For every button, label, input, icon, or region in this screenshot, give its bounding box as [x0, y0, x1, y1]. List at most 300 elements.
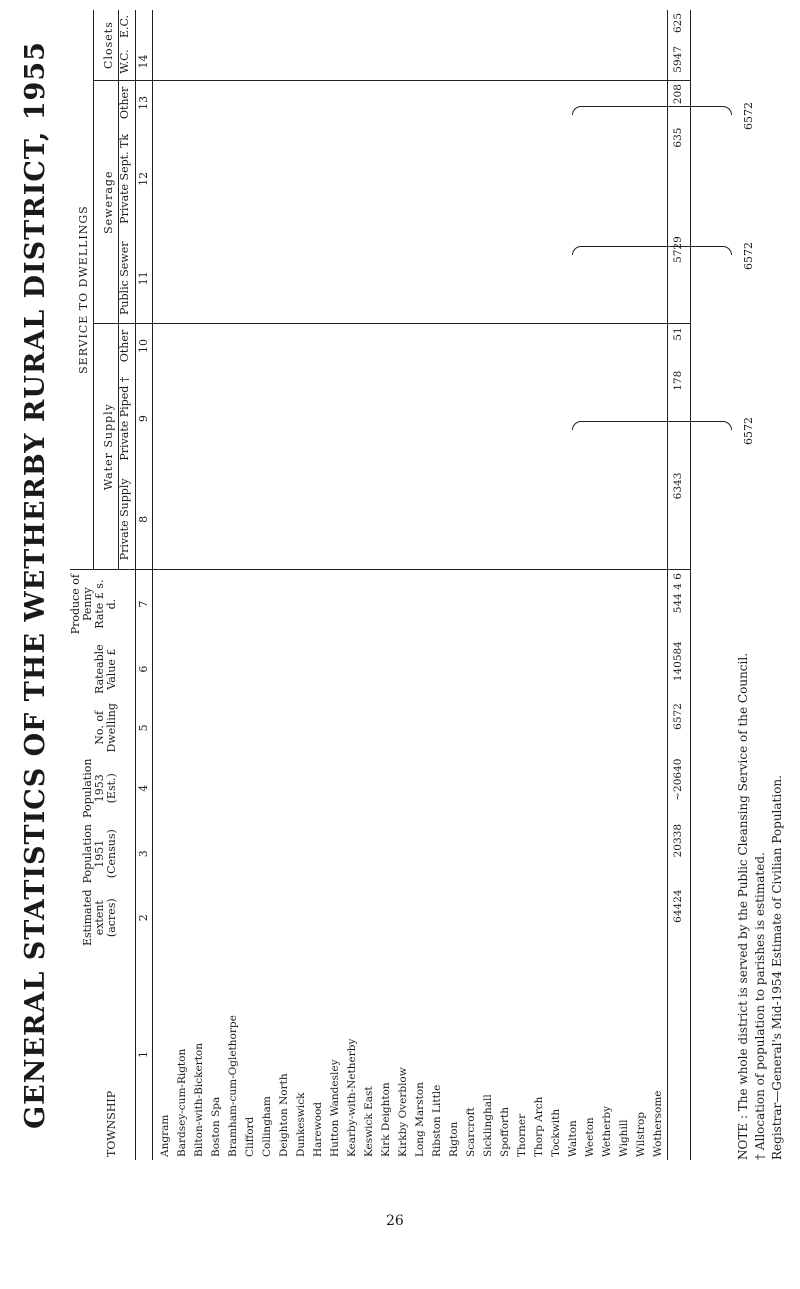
cell-extent — [310, 886, 327, 949]
cell-ws — [191, 470, 208, 570]
cell-rv — [174, 638, 191, 700]
cell-wo — [310, 324, 327, 368]
cell-ws — [565, 470, 582, 570]
cell-wo — [616, 324, 633, 368]
cell-dw — [633, 700, 650, 755]
cell-rv — [565, 638, 582, 700]
township-name: Bardsey-cum-Rigton — [175, 1048, 188, 1157]
cell-dw — [429, 700, 446, 755]
cell-pp — [412, 368, 429, 470]
cell-st — [152, 125, 174, 234]
cell-st — [276, 125, 293, 234]
table-row — [548, 10, 565, 1160]
cell-dw — [412, 700, 429, 755]
cell-p53 — [174, 756, 191, 821]
cell-wc — [463, 43, 480, 81]
cell-ws — [650, 470, 668, 570]
township-name: Deighton North — [277, 1073, 290, 1157]
cell-st — [480, 125, 497, 234]
township-name: Wetherby — [600, 1105, 613, 1157]
total-pop-1951: 20338 — [667, 821, 690, 886]
cell-wo — [497, 324, 514, 368]
cell-wo — [191, 324, 208, 368]
cell-ws — [361, 470, 378, 570]
cell-wo — [480, 324, 497, 368]
cell-ec — [616, 10, 633, 43]
township-name: Scarcroft — [464, 1107, 477, 1157]
cell-rv — [582, 638, 599, 700]
cell-ps — [310, 233, 327, 324]
cell-ec — [599, 10, 616, 43]
cell-ps — [242, 233, 259, 324]
cell-st — [310, 125, 327, 234]
cell-extent — [259, 886, 276, 949]
cell-extent — [242, 886, 259, 949]
cell-rv — [497, 638, 514, 700]
cell-ps — [480, 233, 497, 324]
table-row — [174, 10, 191, 1160]
sewerage-brace-total: 6572 — [742, 242, 755, 270]
closets-brace — [572, 106, 732, 115]
cell-wo — [582, 324, 599, 368]
column-number-row — [135, 10, 152, 1160]
cell-rv — [152, 638, 174, 700]
cell-wc — [276, 43, 293, 81]
cell-ws — [174, 470, 191, 570]
cell-st — [225, 125, 242, 234]
cell-rv — [208, 638, 225, 700]
cell-pr — [378, 570, 395, 639]
cell-ec — [191, 10, 208, 43]
cell-extent — [429, 886, 446, 949]
cell-ec — [531, 10, 548, 43]
cell-pr — [599, 570, 616, 639]
cell-wc — [395, 43, 412, 81]
cell-rv — [395, 638, 412, 700]
cell-st — [191, 125, 208, 234]
township-header: TOWNSHIP — [105, 1090, 118, 1157]
cell-so — [395, 81, 412, 125]
total-rateable-value: 140584 — [667, 638, 690, 700]
cell-wc — [310, 43, 327, 81]
cell-wo — [361, 324, 378, 368]
cell-st — [650, 125, 668, 234]
cell-ec — [565, 10, 582, 43]
cell-pr — [191, 570, 208, 639]
cell-p53 — [208, 756, 225, 821]
cell-ec — [242, 10, 259, 43]
cell-ec — [497, 10, 514, 43]
cell-p53 — [395, 756, 412, 821]
ec-header: E.C. — [118, 10, 135, 43]
cell-p53 — [259, 756, 276, 821]
cell-pp — [616, 368, 633, 470]
dagger-note: † Allocation of population to parishes is estimated. — [753, 852, 767, 1160]
cell-dw — [225, 700, 242, 755]
cell-so — [463, 81, 480, 125]
cell-p53 — [310, 756, 327, 821]
pop-1953-header: Population 1953 (Est.) — [81, 758, 118, 818]
cell-extent — [344, 886, 361, 949]
table-row — [344, 10, 361, 1160]
cell-so — [361, 81, 378, 125]
cell-p53 — [616, 756, 633, 821]
page-number: 26 — [386, 1213, 404, 1229]
cell-st — [616, 125, 633, 234]
cell-ws — [412, 470, 429, 570]
cell-ws — [378, 470, 395, 570]
cell-dw — [174, 700, 191, 755]
cell-ec — [446, 10, 463, 43]
cell-ws — [633, 470, 650, 570]
cell-pr — [616, 570, 633, 639]
cell-pp — [514, 368, 531, 470]
cell-st — [599, 125, 616, 234]
cell-pp — [225, 368, 242, 470]
cell-st — [531, 125, 548, 234]
cell-pp — [276, 368, 293, 470]
cell-pr — [310, 570, 327, 639]
cell-dw — [480, 700, 497, 755]
cell-st — [259, 125, 276, 234]
cell-p51 — [293, 821, 310, 886]
table-row — [225, 10, 242, 1160]
footnotes — [735, 653, 786, 1160]
column-number: 6 — [135, 638, 152, 700]
cell-p53 — [446, 756, 463, 821]
cell-pp — [582, 368, 599, 470]
cell-ec — [361, 10, 378, 43]
cell-so — [276, 81, 293, 125]
cell-wo — [548, 324, 565, 368]
cell-p51 — [276, 821, 293, 886]
cell-ws — [276, 470, 293, 570]
township-name: Ribston Little — [430, 1084, 443, 1157]
cell-wc — [633, 43, 650, 81]
cell-p51 — [152, 821, 174, 886]
table-row — [565, 10, 582, 1160]
cell-ec — [548, 10, 565, 43]
cell-dw — [446, 700, 463, 755]
cell-ec — [208, 10, 225, 43]
cell-dw — [208, 700, 225, 755]
cell-ws — [310, 470, 327, 570]
cell-so — [412, 81, 429, 125]
cell-wo — [412, 324, 429, 368]
cell-st — [327, 125, 344, 234]
township-name: Long Marston — [413, 1082, 426, 1157]
cell-ps — [259, 233, 276, 324]
sewerage-brace — [572, 246, 732, 255]
cell-pr — [446, 570, 463, 639]
cell-rv — [259, 638, 276, 700]
cell-extent — [616, 886, 633, 949]
table-row — [293, 10, 310, 1160]
cell-wc — [565, 43, 582, 81]
column-number: 7 — [135, 570, 152, 639]
service-to-dwellings-group: SERVICE TO DWELLINGS — [70, 10, 94, 570]
cell-ec — [412, 10, 429, 43]
cell-pr — [650, 570, 668, 639]
cell-pp — [395, 368, 412, 470]
cell-extent — [225, 886, 242, 949]
cell-dw — [361, 700, 378, 755]
cell-pr — [327, 570, 344, 639]
cell-ps — [463, 233, 480, 324]
cell-pp — [429, 368, 446, 470]
column-number: 3 — [135, 821, 152, 886]
cell-dw — [599, 700, 616, 755]
cell-so — [310, 81, 327, 125]
cell-dw — [548, 700, 565, 755]
cell-wc — [293, 43, 310, 81]
cell-dw — [293, 700, 310, 755]
cell-pr — [242, 570, 259, 639]
cell-p51 — [429, 821, 446, 886]
cell-pr — [152, 570, 174, 639]
table-row — [191, 10, 208, 1160]
cell-ws — [531, 470, 548, 570]
cell-wc — [242, 43, 259, 81]
cell-p51 — [463, 821, 480, 886]
cell-dw — [152, 700, 174, 755]
cell-pr — [531, 570, 548, 639]
cell-ec — [293, 10, 310, 43]
cell-ec — [650, 10, 668, 43]
cell-extent — [395, 886, 412, 949]
cell-p51 — [531, 821, 548, 886]
township-name: Collingham — [260, 1096, 273, 1157]
cell-extent — [446, 886, 463, 949]
cell-pr — [293, 570, 310, 639]
cell-dw — [259, 700, 276, 755]
cell-ps — [344, 233, 361, 324]
cell-wo — [174, 324, 191, 368]
column-number: 5 — [135, 700, 152, 755]
cell-p53 — [429, 756, 446, 821]
cell-so — [599, 81, 616, 125]
cell-pr — [480, 570, 497, 639]
cell-rv — [446, 638, 463, 700]
column-number: 14 — [135, 43, 152, 81]
cell-so — [497, 81, 514, 125]
cell-so — [429, 81, 446, 125]
cell-ws — [208, 470, 225, 570]
cell-wc — [616, 43, 633, 81]
column-number: 10 — [135, 324, 152, 368]
cell-pp — [152, 368, 174, 470]
cell-so — [565, 81, 582, 125]
cell-pr — [582, 570, 599, 639]
cell-rv — [412, 638, 429, 700]
cell-pr — [276, 570, 293, 639]
cell-ps — [548, 233, 565, 324]
column-number: 13 — [135, 81, 152, 125]
cell-ps — [497, 233, 514, 324]
cell-pp — [174, 368, 191, 470]
cell-pr — [225, 570, 242, 639]
cell-ec — [344, 10, 361, 43]
cell-dw — [531, 700, 548, 755]
public-sewer-header: Public Sewer — [118, 233, 135, 324]
cell-st — [378, 125, 395, 234]
table-row — [633, 10, 650, 1160]
cell-ws — [293, 470, 310, 570]
cell-p51 — [650, 821, 668, 886]
cell-ws — [327, 470, 344, 570]
township-name: Bilton-with-Bickerton — [192, 1042, 205, 1157]
cell-ec — [310, 10, 327, 43]
table-row — [276, 10, 293, 1160]
cell-ws — [259, 470, 276, 570]
cell-pp — [531, 368, 548, 470]
cell-ec — [633, 10, 650, 43]
cell-dw — [191, 700, 208, 755]
table-row — [395, 10, 412, 1160]
cell-pr — [633, 570, 650, 639]
cell-wc — [378, 43, 395, 81]
note-line: NOTE : The whole district is served by the Public Cleansing Service of the Council. — [736, 652, 750, 1160]
cell-ws — [599, 470, 616, 570]
page-title: GENERAL STATISTICS OF THE WETHERBY RURAL DISTRICT, 1955 — [20, 41, 51, 1129]
cell-p53 — [361, 756, 378, 821]
cell-pp — [446, 368, 463, 470]
cell-p53 — [650, 756, 668, 821]
table-row — [327, 10, 344, 1160]
cell-p51 — [497, 821, 514, 886]
private-sept-tk-header: Private Sept. Tk — [118, 125, 135, 234]
cell-ps — [293, 233, 310, 324]
cell-pr — [412, 570, 429, 639]
cell-ps — [191, 233, 208, 324]
total-sewer-other: 208 — [667, 81, 690, 125]
table-row — [514, 10, 531, 1160]
cell-so — [548, 81, 565, 125]
water-brace-total: 6572 — [742, 417, 755, 445]
table-row — [446, 10, 463, 1160]
cell-p53 — [344, 756, 361, 821]
cell-wo — [395, 324, 412, 368]
cell-pp — [293, 368, 310, 470]
township-name: Angram — [158, 1114, 171, 1157]
township-name: Wighill — [617, 1119, 630, 1157]
cell-dw — [344, 700, 361, 755]
cell-wo — [650, 324, 668, 368]
cell-extent — [531, 886, 548, 949]
cell-wo — [633, 324, 650, 368]
cell-pr — [548, 570, 565, 639]
cell-rv — [242, 638, 259, 700]
registrar-note: Registrar—General's Mid-1954 Estimate of Civilian Population. — [770, 775, 784, 1160]
cell-p53 — [599, 756, 616, 821]
cell-pp — [565, 368, 582, 470]
cell-st — [582, 125, 599, 234]
cell-pr — [565, 570, 582, 639]
township-name: Bramham-cum-Oglethorpe — [226, 1015, 239, 1157]
cell-p51 — [599, 821, 616, 886]
cell-rv — [633, 638, 650, 700]
cell-extent — [191, 886, 208, 949]
township-name: Sicklinghall — [481, 1094, 494, 1157]
closets-group: Closets — [94, 10, 118, 81]
cell-wc — [480, 43, 497, 81]
total-penny-rate: 544 4 6 — [667, 570, 690, 639]
cell-p51 — [242, 821, 259, 886]
cell-pp — [310, 368, 327, 470]
cell-extent — [152, 886, 174, 949]
column-number: 1 — [135, 949, 152, 1160]
cell-p51 — [633, 821, 650, 886]
township-name: Weeton — [583, 1117, 596, 1157]
cell-so — [446, 81, 463, 125]
cell-so — [480, 81, 497, 125]
table-row — [582, 10, 599, 1160]
township-name: Thorner — [515, 1113, 528, 1157]
table-row — [310, 10, 327, 1160]
cell-p53 — [548, 756, 565, 821]
cell-wo — [259, 324, 276, 368]
cell-ps — [276, 233, 293, 324]
cell-p53 — [480, 756, 497, 821]
cell-p51 — [225, 821, 242, 886]
cell-rv — [225, 638, 242, 700]
statistics-table — [70, 10, 691, 1160]
cell-ws — [446, 470, 463, 570]
cell-st — [429, 125, 446, 234]
cell-so — [191, 81, 208, 125]
cell-ec — [174, 10, 191, 43]
cell-wc — [191, 43, 208, 81]
cell-wo — [531, 324, 548, 368]
cell-st — [497, 125, 514, 234]
cell-rv — [191, 638, 208, 700]
cell-p53 — [463, 756, 480, 821]
township-name: Wothersome — [651, 1090, 664, 1157]
cell-ec — [463, 10, 480, 43]
cell-p53 — [582, 756, 599, 821]
cell-wo — [293, 324, 310, 368]
cell-dw — [463, 700, 480, 755]
cell-pr — [463, 570, 480, 639]
cell-ps — [152, 233, 174, 324]
cell-p53 — [633, 756, 650, 821]
cell-rv — [480, 638, 497, 700]
cell-p51 — [616, 821, 633, 886]
cell-wo — [429, 324, 446, 368]
total-extent: 64424 — [667, 886, 690, 949]
cell-pp — [378, 368, 395, 470]
cell-ws — [152, 470, 174, 570]
cell-wo — [152, 324, 174, 368]
cell-pp — [548, 368, 565, 470]
cell-extent — [174, 886, 191, 949]
cell-rv — [463, 638, 480, 700]
cell-rv — [531, 638, 548, 700]
cell-so — [208, 81, 225, 125]
column-number: 11 — [135, 233, 152, 324]
cell-p51 — [361, 821, 378, 886]
cell-p53 — [293, 756, 310, 821]
water-other-header: Other — [118, 324, 135, 368]
cell-wo — [242, 324, 259, 368]
cell-rv — [429, 638, 446, 700]
private-supply-header: Private Supply — [118, 470, 135, 570]
cell-wc — [599, 43, 616, 81]
cell-ws — [548, 470, 565, 570]
column-number: 9 — [135, 368, 152, 470]
cell-p53 — [191, 756, 208, 821]
township-name: Rigton — [447, 1121, 460, 1157]
